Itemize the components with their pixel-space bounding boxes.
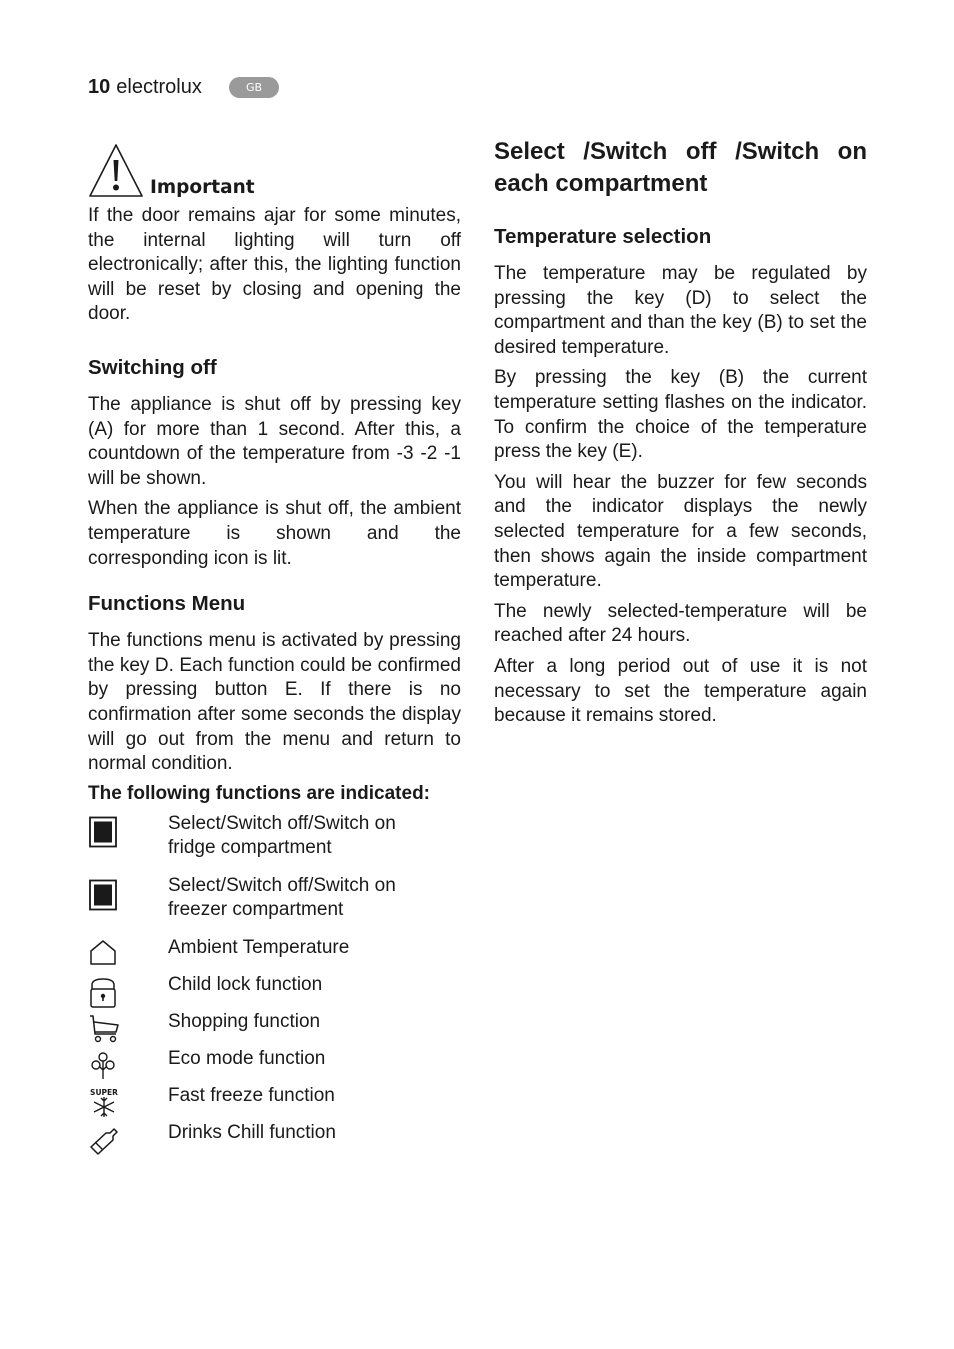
list-item (88, 1121, 461, 1158)
page-header (88, 74, 202, 100)
left-column (88, 140, 461, 1158)
svg-text:SUPER: SUPER (90, 1087, 118, 1097)
important-notice-header (88, 140, 461, 200)
switching-off-paragraph-1: The appliance is shut off by pressing key (A) for more than 1 second. After this, a countdown of the temperature from -3 -2 -1 will be shown. (88, 393, 461, 489)
important-text: If the door remains ajar for some minutes, the internal lighting will turn off electronically; after this, the lighting function will be reset by closing and opening the door. (88, 205, 461, 325)
right-column (494, 136, 867, 729)
functions-menu-heading: Functions Menu (88, 592, 246, 616)
functions-menu-paragraph: The functions menu is activated by pressing the key D. Each function could be confirmed by pressing button E. If there is no confirmation after some seconds the display will go out from the menu and return to normal condition. (88, 630, 461, 775)
temperature-selection-heading: Temperature selection (494, 225, 712, 248)
language-badge: GB (229, 77, 279, 98)
list-item (88, 1084, 461, 1121)
house-icon (88, 938, 118, 966)
important-label: Important (150, 177, 255, 198)
freezer-compartment-label: Select/Switch off/Switch on freezer compartment (168, 874, 396, 921)
brand-name: electrolux (116, 75, 202, 98)
list-item (88, 936, 461, 973)
section-title-line-2: each compartment (494, 170, 708, 197)
temperature-paragraph-4: The newly selected-temperature will be reached after 24 hours. (494, 600, 867, 647)
shopping-function-label: Shopping function (168, 1010, 321, 1032)
temperature-paragraph-5: After a long period out of use it is not necessary to set the temperature again because it remains stored. (494, 655, 867, 727)
eco-leaf-icon (88, 1051, 118, 1081)
switching-off-paragraph-2: When the appliance is shut off, the ambient temperature is shown and the corresponding icon is lit. (88, 498, 461, 569)
list-item (88, 1047, 461, 1084)
switching-off-heading: Switching off (88, 355, 217, 379)
functions-list (88, 812, 461, 1158)
padlock-icon (88, 977, 118, 1009)
warning-triangle-icon (88, 142, 144, 200)
list-item (88, 874, 461, 936)
fridge-compartment-icon (88, 816, 118, 848)
temperature-paragraph-3: You will hear the buzzer for few seconds and the indicator displays the newly selected temperature for a few seconds, then shows again the inside compartment temperature. (494, 471, 867, 592)
functions-list-heading: The following functions are indicated: (88, 782, 431, 804)
freezer-compartment-icon (88, 879, 118, 911)
eco-mode-label: Eco mode function (168, 1047, 326, 1069)
list-item (88, 973, 461, 1010)
shopping-cart-icon (88, 1014, 120, 1044)
bottle-icon (88, 1125, 120, 1155)
fast-freeze-label: Fast freeze function (168, 1084, 335, 1106)
ambient-temperature-label: Ambient Temperature (168, 936, 350, 958)
list-item (88, 812, 461, 874)
page-number: 10 (88, 75, 111, 98)
super-snowflake-icon (88, 1088, 120, 1118)
list-item (88, 1010, 461, 1047)
temperature-paragraph-1: The temperature may be regulated by pressing the key (D) to select the compartment and than the key (B) to set the desired temperature. (494, 263, 867, 358)
fridge-compartment-label: Select/Switch off/Switch on fridge compartment (168, 812, 396, 859)
section-title-line-1: Select /Switch off /Switch on (494, 138, 867, 165)
child-lock-label: Child lock function (168, 973, 323, 995)
drinks-chill-label: Drinks Chill function (168, 1121, 336, 1143)
temperature-paragraph-2: By pressing the key (B) the current temperature setting flashes on the indicator. To confirm the choice of the temperature press the key (E). (494, 367, 867, 463)
